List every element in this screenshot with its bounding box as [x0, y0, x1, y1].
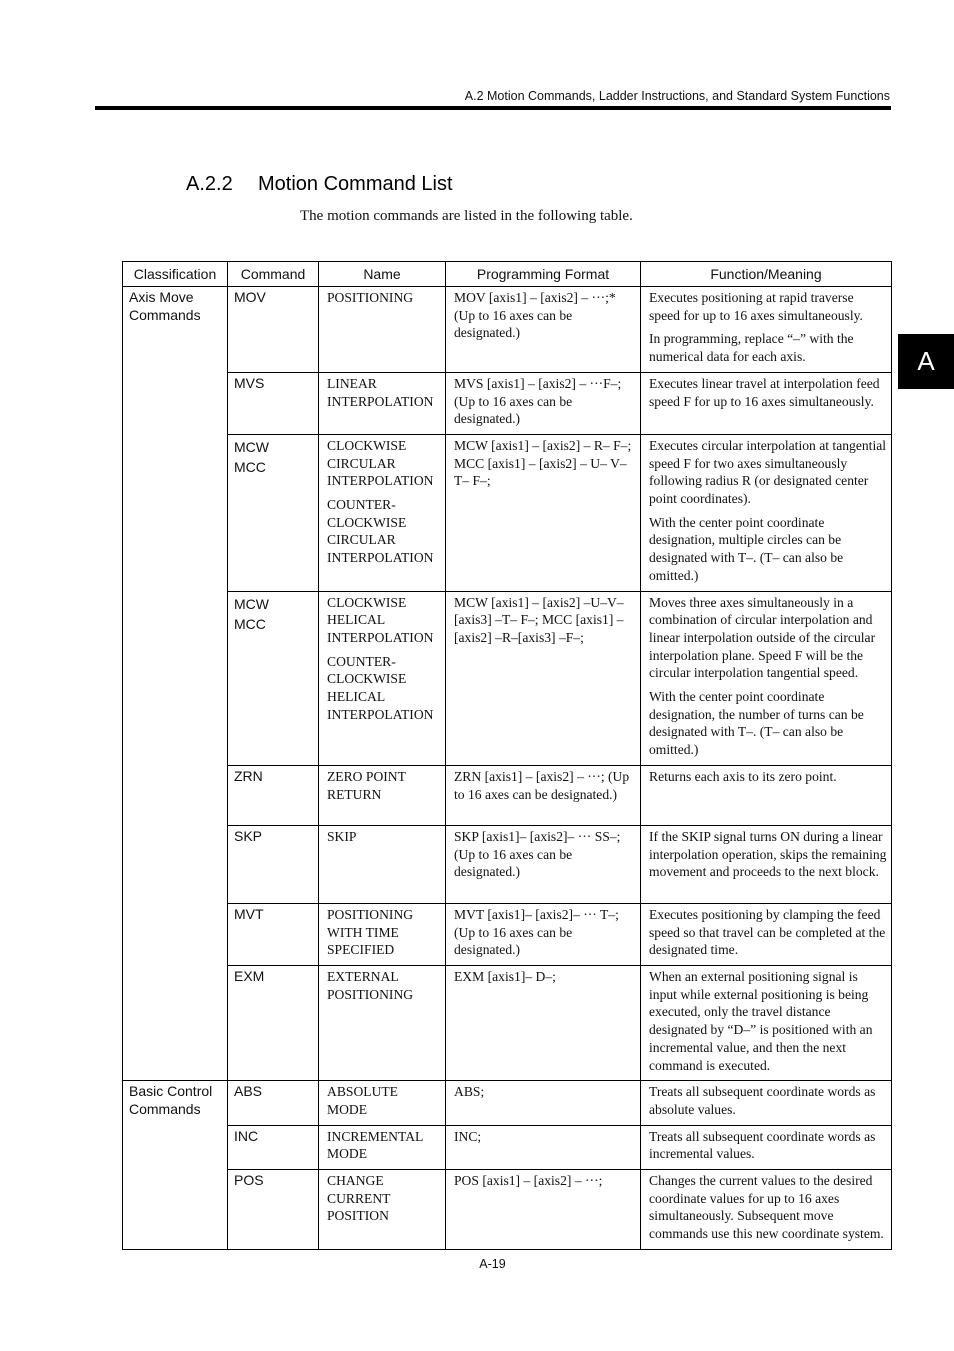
- command-code: MCC: [234, 458, 266, 475]
- function-text: Treats all subsequent coordinate words as absolute values.: [649, 1084, 876, 1117]
- section-number: A.2.2: [186, 173, 233, 195]
- command-code: INC: [234, 1127, 259, 1144]
- command-name: POSITIONING WITH TIME SPECIFIED: [327, 906, 414, 958]
- format-cell: MVS [axis1] – [axis2] – ···F–; (Up to 16 axes can be designated.): [446, 372, 641, 434]
- section-heading: [186, 173, 453, 196]
- format-cell: MCW [axis1] – [axis2] –U–V–[axis3] –T– F–; MCC [axis1] – [axis2] –R–[axis3] –F–;: [446, 591, 641, 765]
- command-name: ZERO POINT RETURN: [327, 768, 406, 802]
- function-cell: [641, 434, 892, 591]
- command-name: CLOCKWISE HELICAL INTERPOLATION: [327, 594, 434, 645]
- classification-cell: Axis Move Commands: [123, 287, 228, 1081]
- function-cell: [641, 1170, 892, 1250]
- function-cell: [641, 287, 892, 373]
- command-code: MOV: [234, 289, 266, 305]
- table-row: [123, 825, 892, 903]
- command-code: ABS: [234, 1083, 263, 1100]
- header-programming-format: Programming Format: [446, 262, 641, 287]
- format-cell: ABS;: [446, 1081, 641, 1125]
- function-text: Changes the current values to the desired coordinate values for up to 16 axes simultaneously. Subsequent move commands use this new coordinate system.: [649, 1173, 884, 1242]
- function-text: If the SKIP signal turns ON during a linear interpolation operation, skips the remaining movement and proceeds to the next block.: [649, 828, 887, 880]
- name-cell: [319, 591, 446, 765]
- name-cell: [319, 1170, 446, 1250]
- command-name: POSITIONING: [327, 290, 414, 305]
- command-name: EXTERNAL POSITIONING: [327, 968, 414, 1002]
- motion-command-table: [122, 261, 892, 1250]
- function-text: Moves three axes simultaneously in a combination of circular interpolation and linear interpolation outside of the circular interpolation plane. Speed F will be the circular interpolation tangential speed.: [649, 594, 876, 681]
- name-cell: [319, 287, 446, 373]
- table-row: [123, 903, 892, 965]
- command-name: CLOCKWISE CIRCULAR INTERPOLATION: [327, 437, 434, 489]
- table-row: [123, 1125, 892, 1169]
- function-text: Executes positioning at rapid traverse speed for up to 16 axes simultaneously.: [649, 290, 863, 323]
- function-cell: [641, 825, 892, 903]
- command-code: MVS: [234, 374, 265, 391]
- header-name: Name: [319, 262, 446, 287]
- format-cell: MCW [axis1] – [axis2] – R– F–; MCC [axis1] – [axis2] – U– V– T– F–;: [446, 434, 641, 591]
- command-name: COUNTER-CLOCKWISE HELICAL INTERPOLATION: [327, 653, 434, 722]
- format-cell: INC;: [446, 1125, 641, 1169]
- table-row: [123, 1170, 892, 1250]
- intro-paragraph: The motion commands are listed in the following table.: [300, 208, 633, 224]
- command-code: MCW: [234, 438, 269, 455]
- name-cell: [319, 825, 446, 903]
- command-code: EXM: [234, 967, 265, 984]
- command-cell: [228, 1081, 319, 1125]
- appendix-side-tab: A: [898, 334, 954, 389]
- name-cell: [319, 1081, 446, 1125]
- command-code: MCW: [234, 595, 269, 612]
- function-text: Executes circular interpolation at tangential speed F for two axes simultaneously following radius R (or designated center point coordinates).: [649, 437, 887, 507]
- page-number: A-19: [479, 1257, 506, 1271]
- function-cell: [641, 1125, 892, 1169]
- command-cell: [228, 1170, 319, 1250]
- header-rule: [95, 106, 891, 110]
- table-row: [123, 287, 892, 373]
- command-cell: [228, 825, 319, 903]
- function-text: With the center point coordinate designation, the number of turns can be designated with T–. (T– can also be omitted.): [649, 689, 864, 758]
- format-cell: ZRN [axis1] – [axis2] – ···; (Up to 16 axes can be designated.): [446, 765, 641, 825]
- table-row: [123, 765, 892, 825]
- command-cell: [228, 591, 319, 765]
- command-name: ABSOLUTE MODE: [327, 1084, 398, 1117]
- command-code: MCC: [234, 615, 266, 632]
- header-classification: Classification: [123, 262, 228, 287]
- name-cell: [319, 903, 446, 965]
- command-cell: [228, 434, 319, 591]
- function-cell: [641, 903, 892, 965]
- command-cell: [228, 1125, 319, 1169]
- section-title: Motion Command List: [258, 173, 453, 195]
- running-header: A.2 Motion Commands, Ladder Instructions, and Standard System Functions: [464, 89, 890, 103]
- function-cell: [641, 591, 892, 765]
- function-text: With the center point coordinate designation, multiple circles can be designated with T–. (T– can also be omitted.): [649, 514, 844, 583]
- header-command: Command: [228, 262, 319, 287]
- classification-cell: Basic Control Commands: [123, 1081, 228, 1250]
- table-header-row: [123, 262, 892, 287]
- command-code: SKP: [234, 827, 263, 844]
- command-name: CHANGE CURRENT POSITION: [327, 1173, 391, 1224]
- command-code: POS: [234, 1172, 264, 1189]
- function-cell: [641, 965, 892, 1080]
- function-text: Returns each axis to its zero point.: [649, 768, 837, 784]
- format-cell: EXM [axis1]– D–;: [446, 965, 641, 1080]
- function-cell: [641, 372, 892, 434]
- command-name: SKIP: [327, 828, 357, 844]
- function-cell: [641, 1081, 892, 1125]
- name-cell: [319, 965, 446, 1080]
- command-name: LINEAR INTERPOLATION: [327, 375, 434, 409]
- command-name: COUNTER-CLOCKWISE CIRCULAR INTERPOLATION: [327, 497, 434, 566]
- table-row: [123, 965, 892, 1080]
- table-row: [123, 1081, 892, 1125]
- command-code: ZRN: [234, 767, 263, 784]
- header-function-meaning: Function/Meaning: [641, 262, 892, 287]
- function-cell: [641, 765, 892, 825]
- command-cell: [228, 965, 319, 1080]
- function-text: Treats all subsequent coordinate words as incremental values.: [649, 1128, 876, 1162]
- table-row: [123, 372, 892, 434]
- format-cell: MOV [axis1] – [axis2] – ···;* (Up to 16 axes can be designated.): [446, 287, 641, 373]
- format-cell: POS [axis1] – [axis2] – ···;: [446, 1170, 641, 1250]
- function-text: Executes positioning by clamping the feed speed so that travel can be completed at the designated time.: [649, 906, 886, 958]
- function-text: In programming, replace “–” with the numerical data for each axis.: [649, 331, 854, 365]
- command-code: MVT: [234, 905, 264, 922]
- command-cell: [228, 765, 319, 825]
- command-cell: [228, 372, 319, 434]
- name-cell: [319, 1125, 446, 1169]
- table-row: [123, 591, 892, 765]
- format-cell: SKP [axis1]– [axis2]– ··· SS–; (Up to 16 axes can be designated.): [446, 825, 641, 903]
- command-cell: [228, 287, 319, 373]
- function-text: When an external positioning signal is input while external positioning is being executed, only the travel distance designated by “D–” is positioned with an incremental value, and then the next command is executed.: [649, 968, 873, 1073]
- table-row: [123, 434, 892, 591]
- command-cell: [228, 903, 319, 965]
- command-name: INCREMENTAL MODE: [327, 1128, 423, 1162]
- function-text: Executes linear travel at interpolation feed speed F for up to 16 axes simultaneously.: [649, 375, 880, 409]
- format-cell: MVT [axis1]– [axis2]– ··· T–; (Up to 16 axes can be designated.): [446, 903, 641, 965]
- name-cell: [319, 434, 446, 591]
- name-cell: [319, 372, 446, 434]
- name-cell: [319, 765, 446, 825]
